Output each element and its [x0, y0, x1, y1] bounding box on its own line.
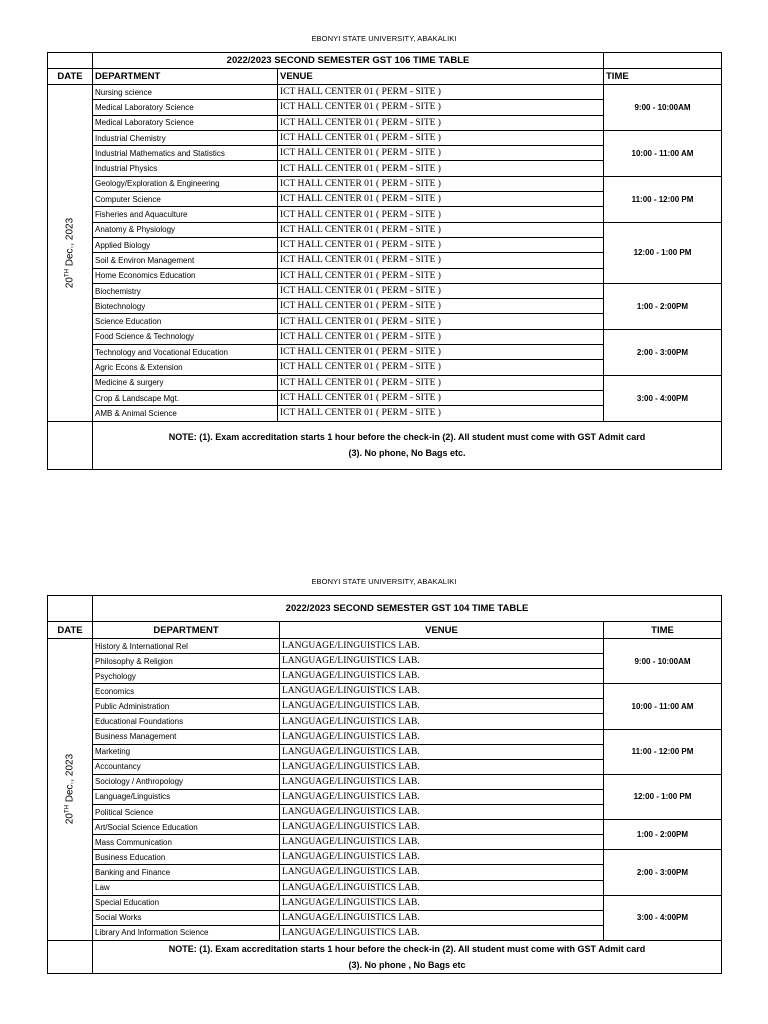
department-cell: AMB & Animal Science	[93, 406, 278, 421]
department-cell: Economics	[93, 684, 280, 699]
department-cell: Business Education	[93, 850, 280, 865]
timetable-gst104	[47, 595, 722, 974]
department-cell: Law	[93, 880, 280, 895]
venue-cell: ICT HALL CENTER 01 ( PERM - SITE )	[278, 390, 604, 405]
department-cell: Art/Social Science Education	[93, 820, 280, 835]
department-cell: Home Economics Education	[93, 268, 278, 283]
university-header-2: EBONYI STATE UNIVERSITY, ABAKALIKI	[311, 577, 457, 586]
department-cell: Anatomy & Physiology	[93, 222, 278, 237]
venue-cell: LANGUAGE/LINGUISTICS LAB.	[280, 850, 604, 865]
venue-cell: LANGUAGE/LINGUISTICS LAB.	[280, 880, 604, 895]
exam-date: 20TH Dec., 2023	[64, 217, 76, 288]
department-cell: History & International Rel	[93, 639, 280, 654]
venue-cell: LANGUAGE/LINGUISTICS LAB.	[280, 895, 604, 910]
table-row	[48, 130, 722, 145]
department-header: DEPARTMENT	[93, 69, 278, 85]
department-cell: Accountancy	[93, 759, 280, 774]
department-cell: Philosophy & Religion	[93, 654, 280, 669]
note-line-1: NOTE: (1). Exam accreditation starts 1 hour before the check-in (2). All student must come with GST Admit card	[168, 432, 646, 443]
venue-cell: LANGUAGE/LINGUISTICS LAB.	[280, 774, 604, 789]
department-cell: Mass Communication	[93, 835, 280, 850]
department-cell: Technology and Vocational Education	[93, 345, 278, 360]
venue-cell: LANGUAGE/LINGUISTICS LAB.	[280, 684, 604, 699]
department-cell: Science Education	[93, 314, 278, 329]
date-header: DATE	[48, 622, 93, 639]
department-cell: Fisheries and Aquaculture	[93, 207, 278, 222]
department-cell: Political Science	[93, 805, 280, 820]
exam-note	[93, 940, 722, 973]
note-row	[48, 940, 722, 973]
venue-cell: LANGUAGE/LINGUISTICS LAB.	[280, 669, 604, 684]
university-header-1: EBONYI STATE UNIVERSITY, ABAKALIKI	[311, 34, 457, 43]
department-cell: Nursing science	[93, 85, 278, 100]
time-slot-cell: 2:00 - 3:00PM	[604, 329, 722, 375]
note-blank-cell	[48, 421, 93, 469]
venue-cell: LANGUAGE/LINGUISTICS LAB.	[280, 789, 604, 804]
time-slot-cell: 11:00 - 12:00 PM	[604, 176, 722, 222]
time-slot-cell: 12:00 - 1:00 PM	[604, 774, 722, 819]
venue-cell: ICT HALL CENTER 01 ( PERM - SITE )	[278, 176, 604, 191]
department-cell: Library And Information Science	[93, 925, 280, 940]
time-header: TIME	[604, 622, 722, 639]
table-row	[48, 820, 722, 835]
venue-cell: ICT HALL CENTER 01 ( PERM - SITE )	[278, 253, 604, 268]
department-cell: Applied Biology	[93, 237, 278, 252]
table-row	[48, 774, 722, 789]
venue-cell: ICT HALL CENTER 01 ( PERM - SITE )	[278, 268, 604, 283]
department-cell: Language/Linguistics	[93, 789, 280, 804]
venue-cell: LANGUAGE/LINGUISTICS LAB.	[280, 835, 604, 850]
time-slot-cell: 3:00 - 4:00PM	[604, 375, 722, 421]
department-cell: Medical Laboratory Science	[93, 115, 278, 130]
table-row	[48, 222, 722, 237]
time-slot-cell: 10:00 - 11:00 AM	[604, 130, 722, 176]
venue-cell: LANGUAGE/LINGUISTICS LAB.	[280, 744, 604, 759]
venue-cell: LANGUAGE/LINGUISTICS LAB.	[280, 759, 604, 774]
venue-cell: ICT HALL CENTER 01 ( PERM - SITE )	[278, 283, 604, 298]
title-blank-cell	[48, 53, 93, 69]
department-cell: Sociology / Anthropology	[93, 774, 280, 789]
timetable-gst106	[47, 52, 722, 470]
department-cell: Geology/Exploration & Engineering	[93, 176, 278, 191]
department-cell: Special Education	[93, 895, 280, 910]
time-slot-cell: 9:00 - 10:00AM	[604, 639, 722, 684]
department-cell: Business Management	[93, 729, 280, 744]
venue-cell: LANGUAGE/LINGUISTICS LAB.	[280, 654, 604, 669]
venue-cell: ICT HALL CENTER 01 ( PERM - SITE )	[278, 375, 604, 390]
title-row	[48, 53, 722, 69]
venue-cell: LANGUAGE/LINGUISTICS LAB.	[280, 714, 604, 729]
table-row	[48, 639, 722, 654]
venue-cell: ICT HALL CENTER 01 ( PERM - SITE )	[278, 345, 604, 360]
venue-cell: LANGUAGE/LINGUISTICS LAB.	[280, 865, 604, 880]
department-cell: Computer Science	[93, 192, 278, 207]
title-row	[48, 596, 722, 622]
timetable-title: 2022/2023 SECOND SEMESTER GST 104 TIME TABLE	[93, 596, 722, 622]
note-line-1: NOTE: (1). Exam accreditation starts 1 hour before the check-in (2). All student must come with GST Admit card	[168, 943, 646, 954]
venue-cell: ICT HALL CENTER 01 ( PERM - SITE )	[278, 406, 604, 421]
venue-cell: ICT HALL CENTER 01 ( PERM - SITE )	[278, 161, 604, 176]
venue-header: VENUE	[278, 69, 604, 85]
department-cell: Biotechnology	[93, 299, 278, 314]
venue-cell: ICT HALL CENTER 01 ( PERM - SITE )	[278, 299, 604, 314]
note-line-2: (3). No phone , No Bags etc	[348, 959, 466, 970]
department-cell: Agric Econs & Extension	[93, 360, 278, 375]
venue-cell: ICT HALL CENTER 01 ( PERM - SITE )	[278, 360, 604, 375]
department-cell: Social Works	[93, 910, 280, 925]
table-row	[48, 329, 722, 344]
department-cell: Medicine & surgery	[93, 375, 278, 390]
venue-cell: ICT HALL CENTER 01 ( PERM - SITE )	[278, 100, 604, 115]
time-slot-cell: 10:00 - 11:00 AM	[604, 684, 722, 729]
table-row	[48, 684, 722, 699]
note-row	[48, 421, 722, 469]
venue-cell: ICT HALL CENTER 01 ( PERM - SITE )	[278, 130, 604, 145]
exam-date: 20TH Dec., 2023	[64, 754, 76, 825]
table-row	[48, 850, 722, 865]
table-row	[48, 375, 722, 390]
time-slot-cell: 11:00 - 12:00 PM	[604, 729, 722, 774]
venue-cell: ICT HALL CENTER 01 ( PERM - SITE )	[278, 329, 604, 344]
department-cell: Marketing	[93, 744, 280, 759]
table-row	[48, 85, 722, 100]
exam-note	[93, 421, 722, 469]
time-slot-cell: 9:00 - 10:00AM	[604, 85, 722, 131]
venue-cell: ICT HALL CENTER 01 ( PERM - SITE )	[278, 207, 604, 222]
venue-cell: LANGUAGE/LINGUISTICS LAB.	[280, 639, 604, 654]
department-cell: Crop & Landscape Mgt.	[93, 390, 278, 405]
venue-cell: LANGUAGE/LINGUISTICS LAB.	[280, 910, 604, 925]
department-cell: Industrial Physics	[93, 161, 278, 176]
department-cell: Industrial Chemistry	[93, 130, 278, 145]
department-cell: Food Science & Technology	[93, 329, 278, 344]
time-slot-cell: 1:00 - 2:00PM	[604, 283, 722, 329]
venue-cell: ICT HALL CENTER 01 ( PERM - SITE )	[278, 146, 604, 161]
venue-header: VENUE	[280, 622, 604, 639]
venue-cell: ICT HALL CENTER 01 ( PERM - SITE )	[278, 314, 604, 329]
time-slot-cell: 12:00 - 1:00 PM	[604, 222, 722, 283]
department-header: DEPARTMENT	[93, 622, 280, 639]
venue-cell: ICT HALL CENTER 01 ( PERM - SITE )	[278, 192, 604, 207]
department-cell: Public Administration	[93, 699, 280, 714]
department-cell: Biochemistry	[93, 283, 278, 298]
time-slot-cell: 2:00 - 3:00PM	[604, 850, 722, 895]
date-header: DATE	[48, 69, 93, 85]
column-header-row	[48, 622, 722, 639]
venue-cell: LANGUAGE/LINGUISTICS LAB.	[280, 820, 604, 835]
table-row	[48, 895, 722, 910]
date-cell	[48, 639, 93, 941]
venue-cell: LANGUAGE/LINGUISTICS LAB.	[280, 805, 604, 820]
department-cell: Psychology	[93, 669, 280, 684]
venue-cell: ICT HALL CENTER 01 ( PERM - SITE )	[278, 237, 604, 252]
timetable-title: 2022/2023 SECOND SEMESTER GST 106 TIME TABLE	[93, 53, 604, 69]
department-cell: Soil & Environ Management	[93, 253, 278, 268]
department-cell: Medical Laboratory Science	[93, 100, 278, 115]
venue-cell: ICT HALL CENTER 01 ( PERM - SITE )	[278, 222, 604, 237]
department-cell: Industrial Mathematics and Statistics	[93, 146, 278, 161]
venue-cell: LANGUAGE/LINGUISTICS LAB.	[280, 925, 604, 940]
table-row	[48, 176, 722, 191]
title-blank-cell	[48, 596, 93, 622]
note-line-2: (3). No phone, No Bags etc.	[348, 448, 466, 459]
time-slot-cell: 3:00 - 4:00PM	[604, 895, 722, 940]
title-blank-cell	[604, 53, 722, 69]
column-header-row	[48, 69, 722, 85]
venue-cell: LANGUAGE/LINGUISTICS LAB.	[280, 699, 604, 714]
time-header: TIME	[604, 69, 722, 85]
time-slot-cell: 1:00 - 2:00PM	[604, 820, 722, 850]
department-cell: Banking and Finance	[93, 865, 280, 880]
venue-cell: ICT HALL CENTER 01 ( PERM - SITE )	[278, 115, 604, 130]
department-cell: Educational Foundations	[93, 714, 280, 729]
date-cell	[48, 85, 93, 422]
table-row	[48, 729, 722, 744]
table-row	[48, 283, 722, 298]
venue-cell: ICT HALL CENTER 01 ( PERM - SITE )	[278, 85, 604, 100]
note-blank-cell	[48, 940, 93, 973]
venue-cell: LANGUAGE/LINGUISTICS LAB.	[280, 729, 604, 744]
